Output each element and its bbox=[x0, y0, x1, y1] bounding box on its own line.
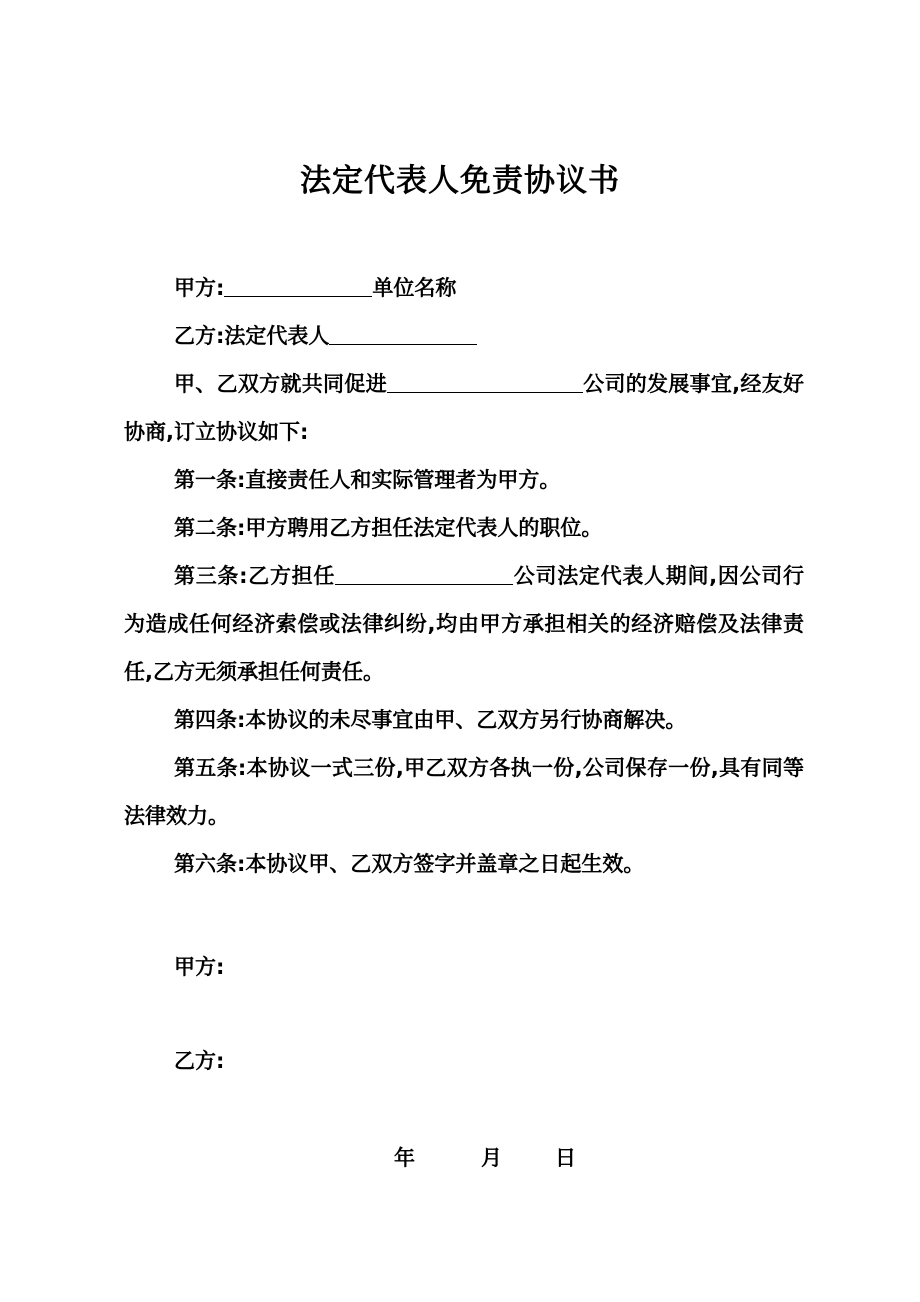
intro-after: 公司的发展事宜,经友好协商,订立协议如下: bbox=[124, 372, 805, 444]
party-a-suffix: 单位名称 bbox=[372, 276, 457, 300]
date-year: 年 bbox=[394, 1146, 415, 1170]
party-a-line bbox=[124, 264, 804, 312]
article-4: 第四条:本协议的未尽事宜由甲、乙双方另行协商解决。 bbox=[174, 708, 687, 732]
document-title: 法定代表人免责协议书 bbox=[300, 163, 620, 199]
intro-company-blank bbox=[387, 368, 583, 393]
signature-party-a: 甲方: bbox=[174, 955, 225, 979]
article-3 bbox=[124, 552, 804, 696]
signature-party-b: 乙方: bbox=[174, 1049, 225, 1073]
party-a-label: 甲方: bbox=[174, 276, 225, 300]
article-2: 第二条:甲方聘用乙方担任法定代表人的职位。 bbox=[174, 516, 603, 540]
document-body bbox=[124, 264, 804, 888]
party-b-line bbox=[124, 312, 804, 360]
intro-before: 甲、乙双方就共同促进 bbox=[174, 372, 387, 396]
date-day: 日 bbox=[555, 1146, 576, 1170]
article-3-after: 公司法定代表人期间,因公司行为造成任何经济索偿或法律纠纷,均由甲方承担相关的经济赔偿及法律责任,乙方无须承担任何责任。 bbox=[124, 564, 804, 684]
article-3-before: 第三条:乙方担任 bbox=[174, 564, 336, 588]
article-1: 第一条:直接责任人和实际管理者为甲方。 bbox=[174, 468, 561, 492]
party-b-blank bbox=[329, 320, 477, 345]
intro-paragraph bbox=[124, 360, 804, 456]
article-3-company-blank bbox=[335, 560, 513, 585]
date-month: 月 bbox=[481, 1146, 502, 1170]
article-6: 第六条:本协议甲、乙双方签字并盖章之日起生效。 bbox=[174, 852, 645, 876]
party-b-label: 乙方:法定代表人 bbox=[174, 324, 330, 348]
party-a-blank bbox=[224, 272, 372, 297]
article-5: 第五条:本协议一式三份,甲乙双方各执一份,公司保存一份,具有同等法律效力。 bbox=[124, 756, 804, 828]
